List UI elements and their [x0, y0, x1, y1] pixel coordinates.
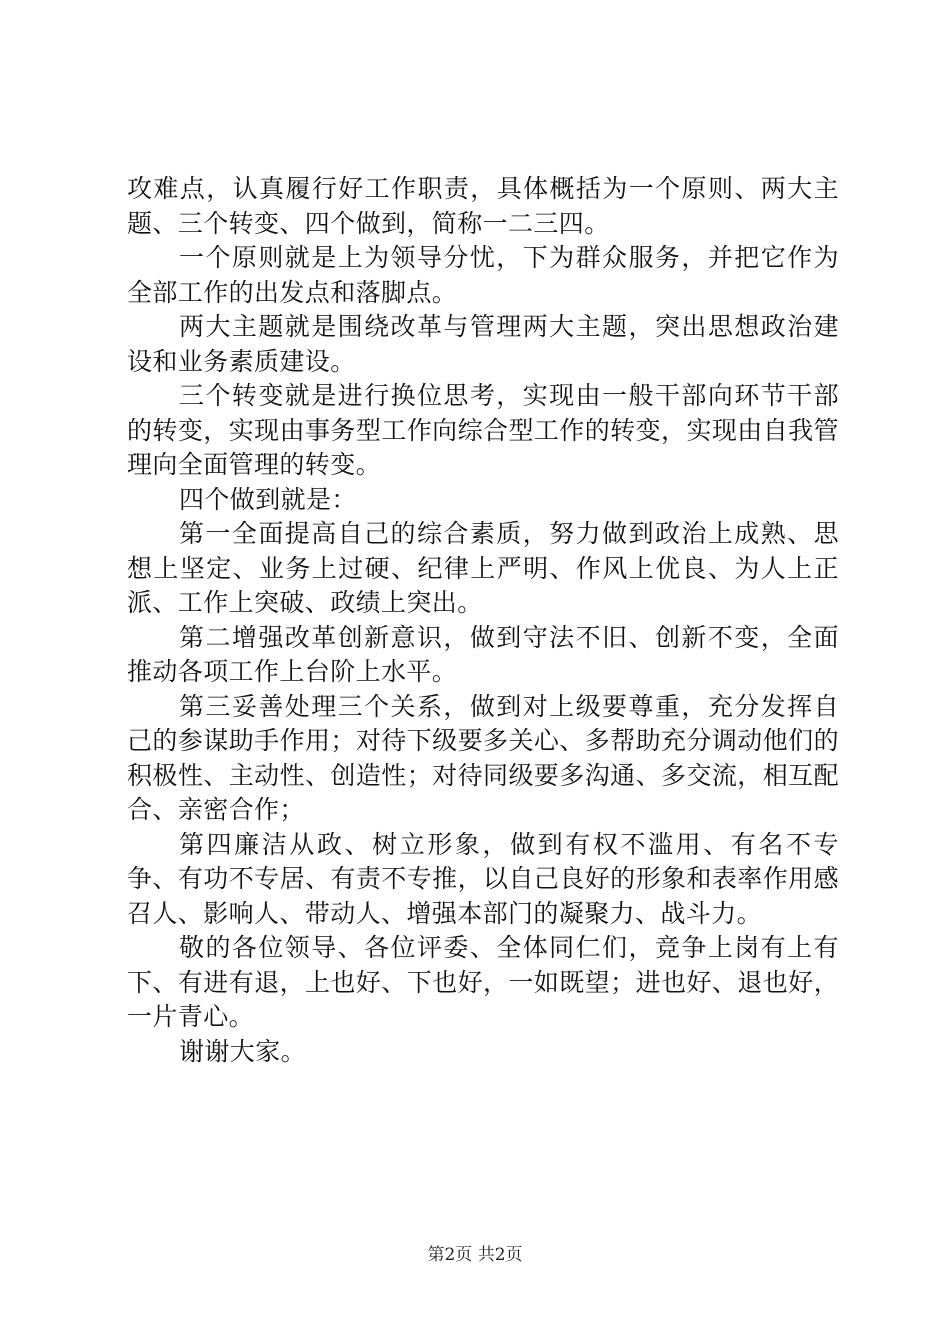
paragraph-one-principle: 一个原则就是上为领导分忧，下为群众服务，并把它作为全部工作的出发点和落脚点。	[127, 243, 839, 307]
paragraph-fourth-point: 第四廉洁从政、树立形象，做到有权不滥用、有名不专争、有功不专居、有责不专推，以自己良好的形象和表率作用感召人、影响人、带动人、增强本部门的凝聚力、战斗力。	[127, 829, 839, 928]
paragraph-four-achievements-intro: 四个做到就是：	[179, 484, 357, 514]
paragraph-first-point: 第一全面提高自己的综合素质，努力做到政治上成熟、思想上坚定、业务上过硬、纪律上严明、作风上优良、为人上正派、工作上突破、政绩上突出。	[127, 519, 839, 617]
page-number-label: 第2页 共2页	[427, 1245, 523, 1265]
page-footer	[0, 1244, 950, 1266]
paragraph-thanks: 谢谢大家。	[179, 1036, 307, 1066]
paragraph-third-point: 第三妥善处理三个关系，做到对上级要尊重，充分发挥自己的参谋助手作用；对待下级要多关心、多帮助充分调动他们的积极性、主动性、创造性；对待同级要多沟通、多交流，相互配合、亲密合作；	[127, 691, 839, 824]
paragraph-second-point: 第二增强改革创新意识，做到守法不旧、创新不变，全面推动各项工作上台阶上水平。	[127, 622, 839, 686]
paragraph-closing-remarks: 敬的各位领导、各位评委、全体同仁们，竞争上岗有上有下、有进有退，上也好、下也好，一如既望；进也好、退也好，一片青心。	[127, 933, 839, 1031]
paragraph-three-changes: 三个转变就是进行换位思考，实现由一般干部向环节干部的转变，实现由事务型工作向综合型工作的转变，实现由自我管理向全面管理的转变。	[127, 381, 839, 479]
document-body	[127, 172, 839, 1069]
paragraph-continuation: 攻难点，认真履行好工作职责，具体概括为一个原则、两大主题、三个转变、四个做到，简称一二三四。	[127, 174, 839, 238]
paragraph-two-themes: 两大主题就是围绕改革与管理两大主题，突出思想政治建设和业务素质建设。	[127, 312, 839, 376]
